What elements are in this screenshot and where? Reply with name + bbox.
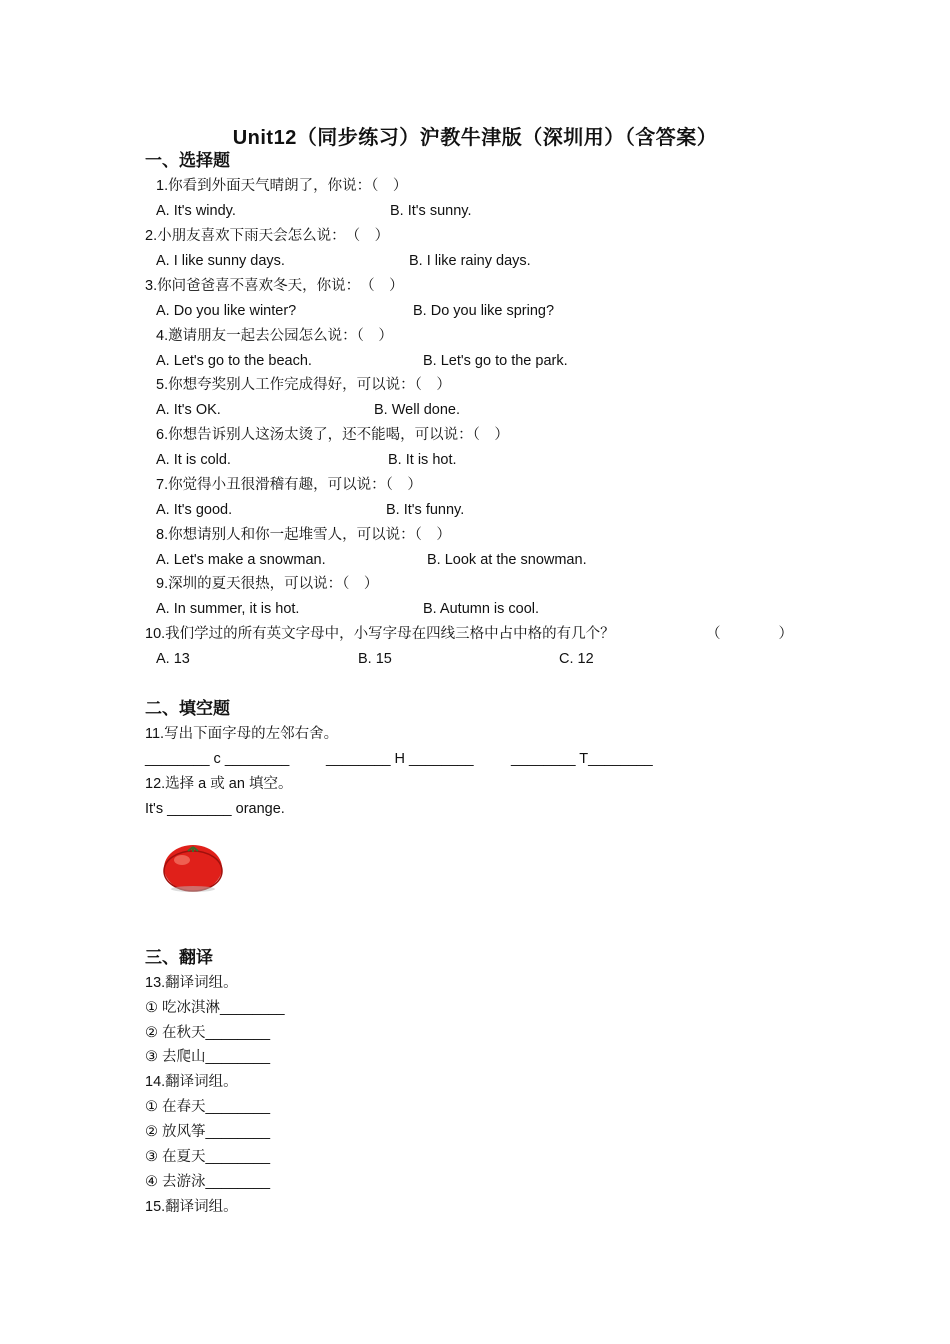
- q11-blank-t: ________ T________: [511, 751, 653, 767]
- q6-option-a: A. It is cold.: [156, 452, 231, 468]
- section3-heading: 三、翻译: [145, 948, 213, 967]
- question-14: 14.翻译词组。: [145, 1074, 238, 1090]
- q11-blank-c: ________ c ________: [145, 751, 290, 767]
- question-9: 9.深圳的夏天很热，可以说：（ ）: [156, 576, 379, 592]
- q14-item-3: ③ 在夏天________: [145, 1149, 271, 1165]
- document-title: Unit12（同步练习）沪教牛津版（深圳用）（含答案）: [232, 127, 718, 149]
- q14-item-4: ④ 去游泳________: [145, 1174, 271, 1190]
- q14-item-2: ② 放风筝________: [145, 1124, 271, 1140]
- q5-option-a: A. It's OK.: [156, 402, 221, 418]
- q10-answer-paren: （ ）: [706, 626, 793, 642]
- q13-item-2: ② 在秋天________: [145, 1025, 271, 1041]
- question-15: 15.翻译词组。: [145, 1199, 238, 1215]
- question-6: 6.你想告诉别人这汤太烫了，还不能喝，可以说：（ ）: [156, 427, 509, 443]
- q8-option-a: A. Let's make a snowman.: [156, 552, 326, 568]
- q9-option-a: A. In summer, it is hot.: [156, 601, 300, 617]
- question-12: 12.选择 a 或 an 填空。: [145, 776, 293, 792]
- q11-blank-h: ________ H ________: [326, 751, 474, 767]
- q8-option-b: B. Look at the snowman.: [427, 552, 587, 568]
- q12-sentence: It's ________ orange.: [145, 801, 285, 817]
- section1-heading: 一、选择题: [145, 151, 230, 170]
- q4-option-b: B. Let's go to the park.: [423, 353, 568, 369]
- question-1: 1.你看到外面天气晴朗了，你说：（ ）: [156, 178, 408, 194]
- q13-item-3: ③ 去爬山________: [145, 1049, 271, 1065]
- q7-option-a: A. It's good.: [156, 502, 233, 518]
- question-3: 3.你问爸爸喜不喜欢冬天，你说： （ ）: [145, 278, 404, 294]
- q10-option-b: B. 15: [358, 651, 392, 667]
- q2-option-b: B. I like rainy days.: [409, 253, 531, 269]
- q2-option-a: A. I like sunny days.: [156, 253, 285, 269]
- q1-option-b: B. It's sunny.: [390, 203, 472, 219]
- question-11: 11.写出下面字母的左邻右舍。: [145, 726, 339, 742]
- question-5: 5.你想夸奖别人工作完成得好，可以说：（ ）: [156, 377, 451, 393]
- section2-heading: 二、填空题: [145, 699, 230, 718]
- q14-item-1: ① 在春天________: [145, 1099, 271, 1115]
- q7-option-b: B. It's funny.: [386, 502, 465, 518]
- question-10: 10.我们学过的所有英文字母中，小写字母在四线三格中占中格的有几个？: [145, 626, 615, 642]
- q9-option-b: B. Autumn is cool.: [423, 601, 540, 617]
- q6-option-b: B. It is hot.: [388, 452, 457, 468]
- q1-option-a: A. It's windy.: [156, 203, 236, 219]
- q13-item-1: ① 吃冰淇淋________: [145, 1000, 285, 1016]
- question-2: 2.小朋友喜欢下雨天会怎么说： （ ）: [145, 228, 390, 244]
- question-7: 7.你觉得小丑很滑稽有趣，可以说：（ ）: [156, 477, 422, 493]
- q3-option-a: A. Do you like winter?: [156, 303, 297, 319]
- q10-option-c: C. 12: [559, 651, 594, 667]
- q5-option-b: B. Well done.: [374, 402, 460, 418]
- q3-option-b: B. Do you like spring?: [413, 303, 555, 319]
- question-8: 8.你想请别人和你一起堆雪人，可以说：（ ）: [156, 527, 451, 543]
- q4-option-a: A. Let's go to the beach.: [156, 353, 312, 369]
- question-4: 4.邀请朋友一起去公园怎么说：（ ）: [156, 328, 393, 344]
- q10-option-a: A. 13: [156, 651, 190, 667]
- tomato-image: [160, 838, 226, 894]
- question-13: 13.翻译词组。: [145, 975, 238, 991]
